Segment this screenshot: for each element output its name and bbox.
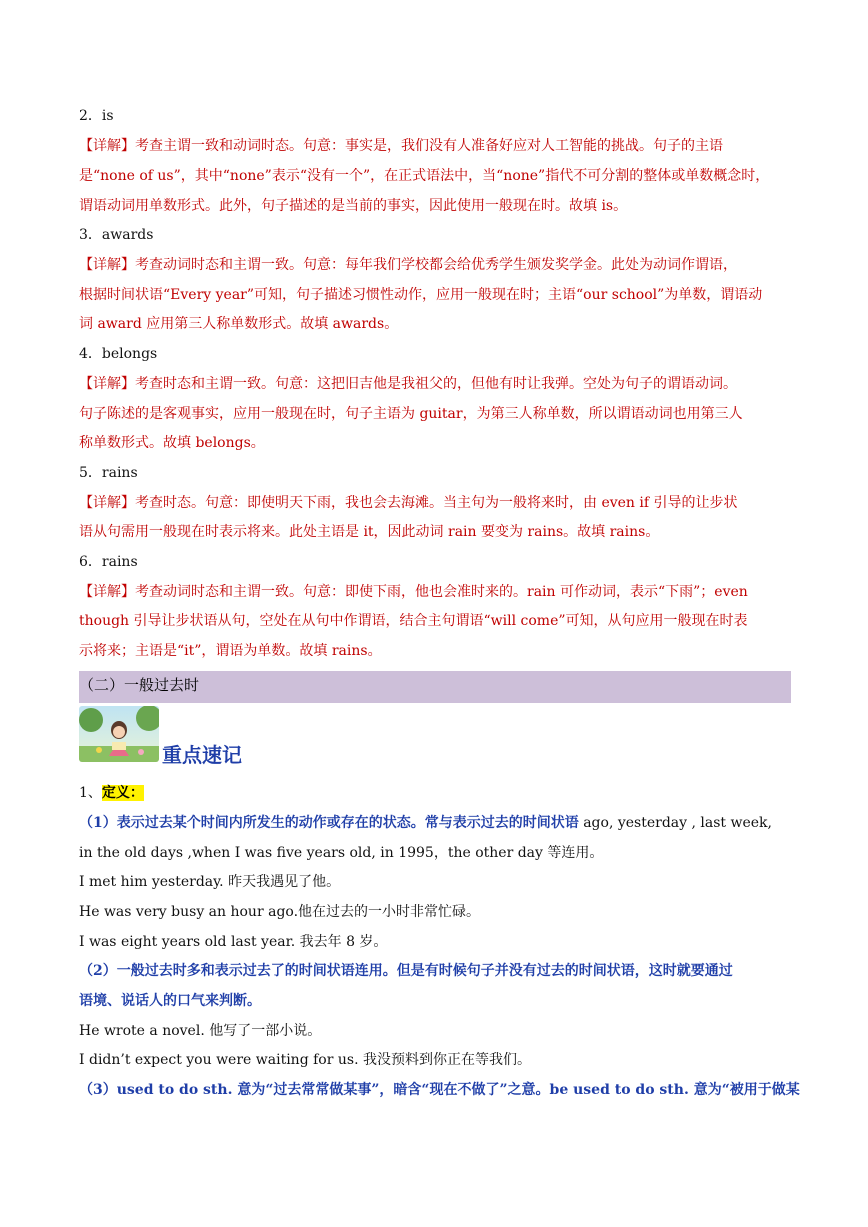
answer-3-explanation-line: 根据时间状语“Every year”可知，句子描述习惯性动作，应用一般现在时；主语“our school”为单数，谓语动 [79, 287, 763, 303]
answer-6-number: 6．rains [79, 554, 138, 570]
answer-6-explanation-line: though 引导让步状语从句，空处在从句中作谓语，结合主句谓语“will come”可知，从句应用一般现在时表 [79, 613, 748, 629]
answer-5-explanation-line: 【详解】考查时态。句意：即使明天下雨，我也会去海滩。当主句为一般将来时，由 even if 引导的让步状 [79, 495, 738, 511]
example-sentence: I didn’t expect you were waiting for us. 我没预料到你正在等我们。 [79, 1052, 531, 1068]
section-heading: 重点速记 [162, 743, 242, 767]
answer-4-explanation-line: 称单数形式。故填 belongs。 [79, 435, 265, 451]
answer-2-explanation-line: 是“none of us”，其中“none”表示“没有一个”，在正式语法中，当“none”指代不可分割的整体或单数概念时， [79, 168, 770, 184]
example-sentence: I met him yesterday. 昨天我遇见了他。 [79, 874, 341, 890]
answer-3-number: 3．awards [79, 227, 154, 243]
answer-6-explanation-line: 示将来；主语是“it”，谓语为单数。故填 rains。 [79, 643, 382, 659]
section-title: （二）一般过去时 [79, 676, 200, 694]
answer-4-explanation-line: 【详解】考查时态和主谓一致。句意：这把旧吉他是我祖父的，但他有时让我弹。空处为句子的谓语动词。 [79, 376, 737, 392]
rule-1-text: （1）表示过去某个时间内所发生的动作或存在的状态。常与表示过去的时间状语 [79, 815, 579, 831]
answer-4-explanation-line: 句子陈述的是客观事实，应用一般现在时，句子主语为 guitar，为第三人称单数，所以谓语动词也用第三人 [79, 406, 743, 422]
example-sentence: I was eight years old last year. 我去年 8 岁。 [79, 934, 388, 950]
answer-3-explanation-line: 【详解】考查动词时态和主谓一致。句意：每年我们学校都会给优秀学生颁发奖学金。此处为动词作谓语， [79, 257, 737, 273]
example-sentence: He was very busy an hour ago.他在过去的一小时非常忙碌。 [79, 904, 481, 920]
example-sentence: He wrote a novel. 他写了一部小说。 [79, 1023, 322, 1039]
definition-line [79, 783, 791, 803]
definition-label: 定义： [101, 785, 144, 801]
rule-1-tail: ago, yesterday , last week, [578, 815, 772, 831]
rule-2-line: （2）一般过去时多和表示过去了的时间状语连用。但是有时候句子并没有过去的时间状语，这时就要通过 [79, 963, 733, 979]
answer-4-number: 4．belongs [79, 346, 158, 362]
answer-2-explanation-line: 【详解】考查主谓一致和动词时态。句意：事实是，我们没有人准备好应对人工智能的挑战。句子的主语 [79, 138, 723, 154]
answer-5-explanation-line: 语从句需用一般现在时表示将来。此处主语是 it，因此动词 rain 要变为 rains。故填 rains。 [79, 524, 660, 540]
answer-6-explanation-line: 【详解】考查动词时态和主谓一致。句意：即使下雨，他也会准时来的。rain 可作动词，表示“下雨”；even [79, 584, 748, 600]
definition-prefix: 1、 [79, 785, 102, 801]
answer-5-number: 5．rains [79, 465, 138, 481]
answer-2-number: 2．is [79, 108, 114, 124]
rule-1-line [79, 813, 791, 833]
answer-2-explanation-line: 谓语动词用单数形式。此外，句子描述的是当前的事实，因此使用一般现在时。故填 is。 [79, 198, 628, 214]
rule-3-line: （3）used to do sth. 意为“过去常常做某事”，暗含“现在不做了”之意。be used to do sth. 意为“被用于做某 [79, 1082, 800, 1098]
rule-2-continuation: 语境、说话人的口气来判断。 [79, 993, 261, 1009]
rule-1-continuation: in the old days ,when I was five years old, in 1995，the other day 等连用。 [79, 845, 604, 861]
answer-3-explanation-line: 词 award 应用第三人称单数形式。故填 awards。 [79, 316, 399, 332]
section-illustration [79, 706, 159, 762]
